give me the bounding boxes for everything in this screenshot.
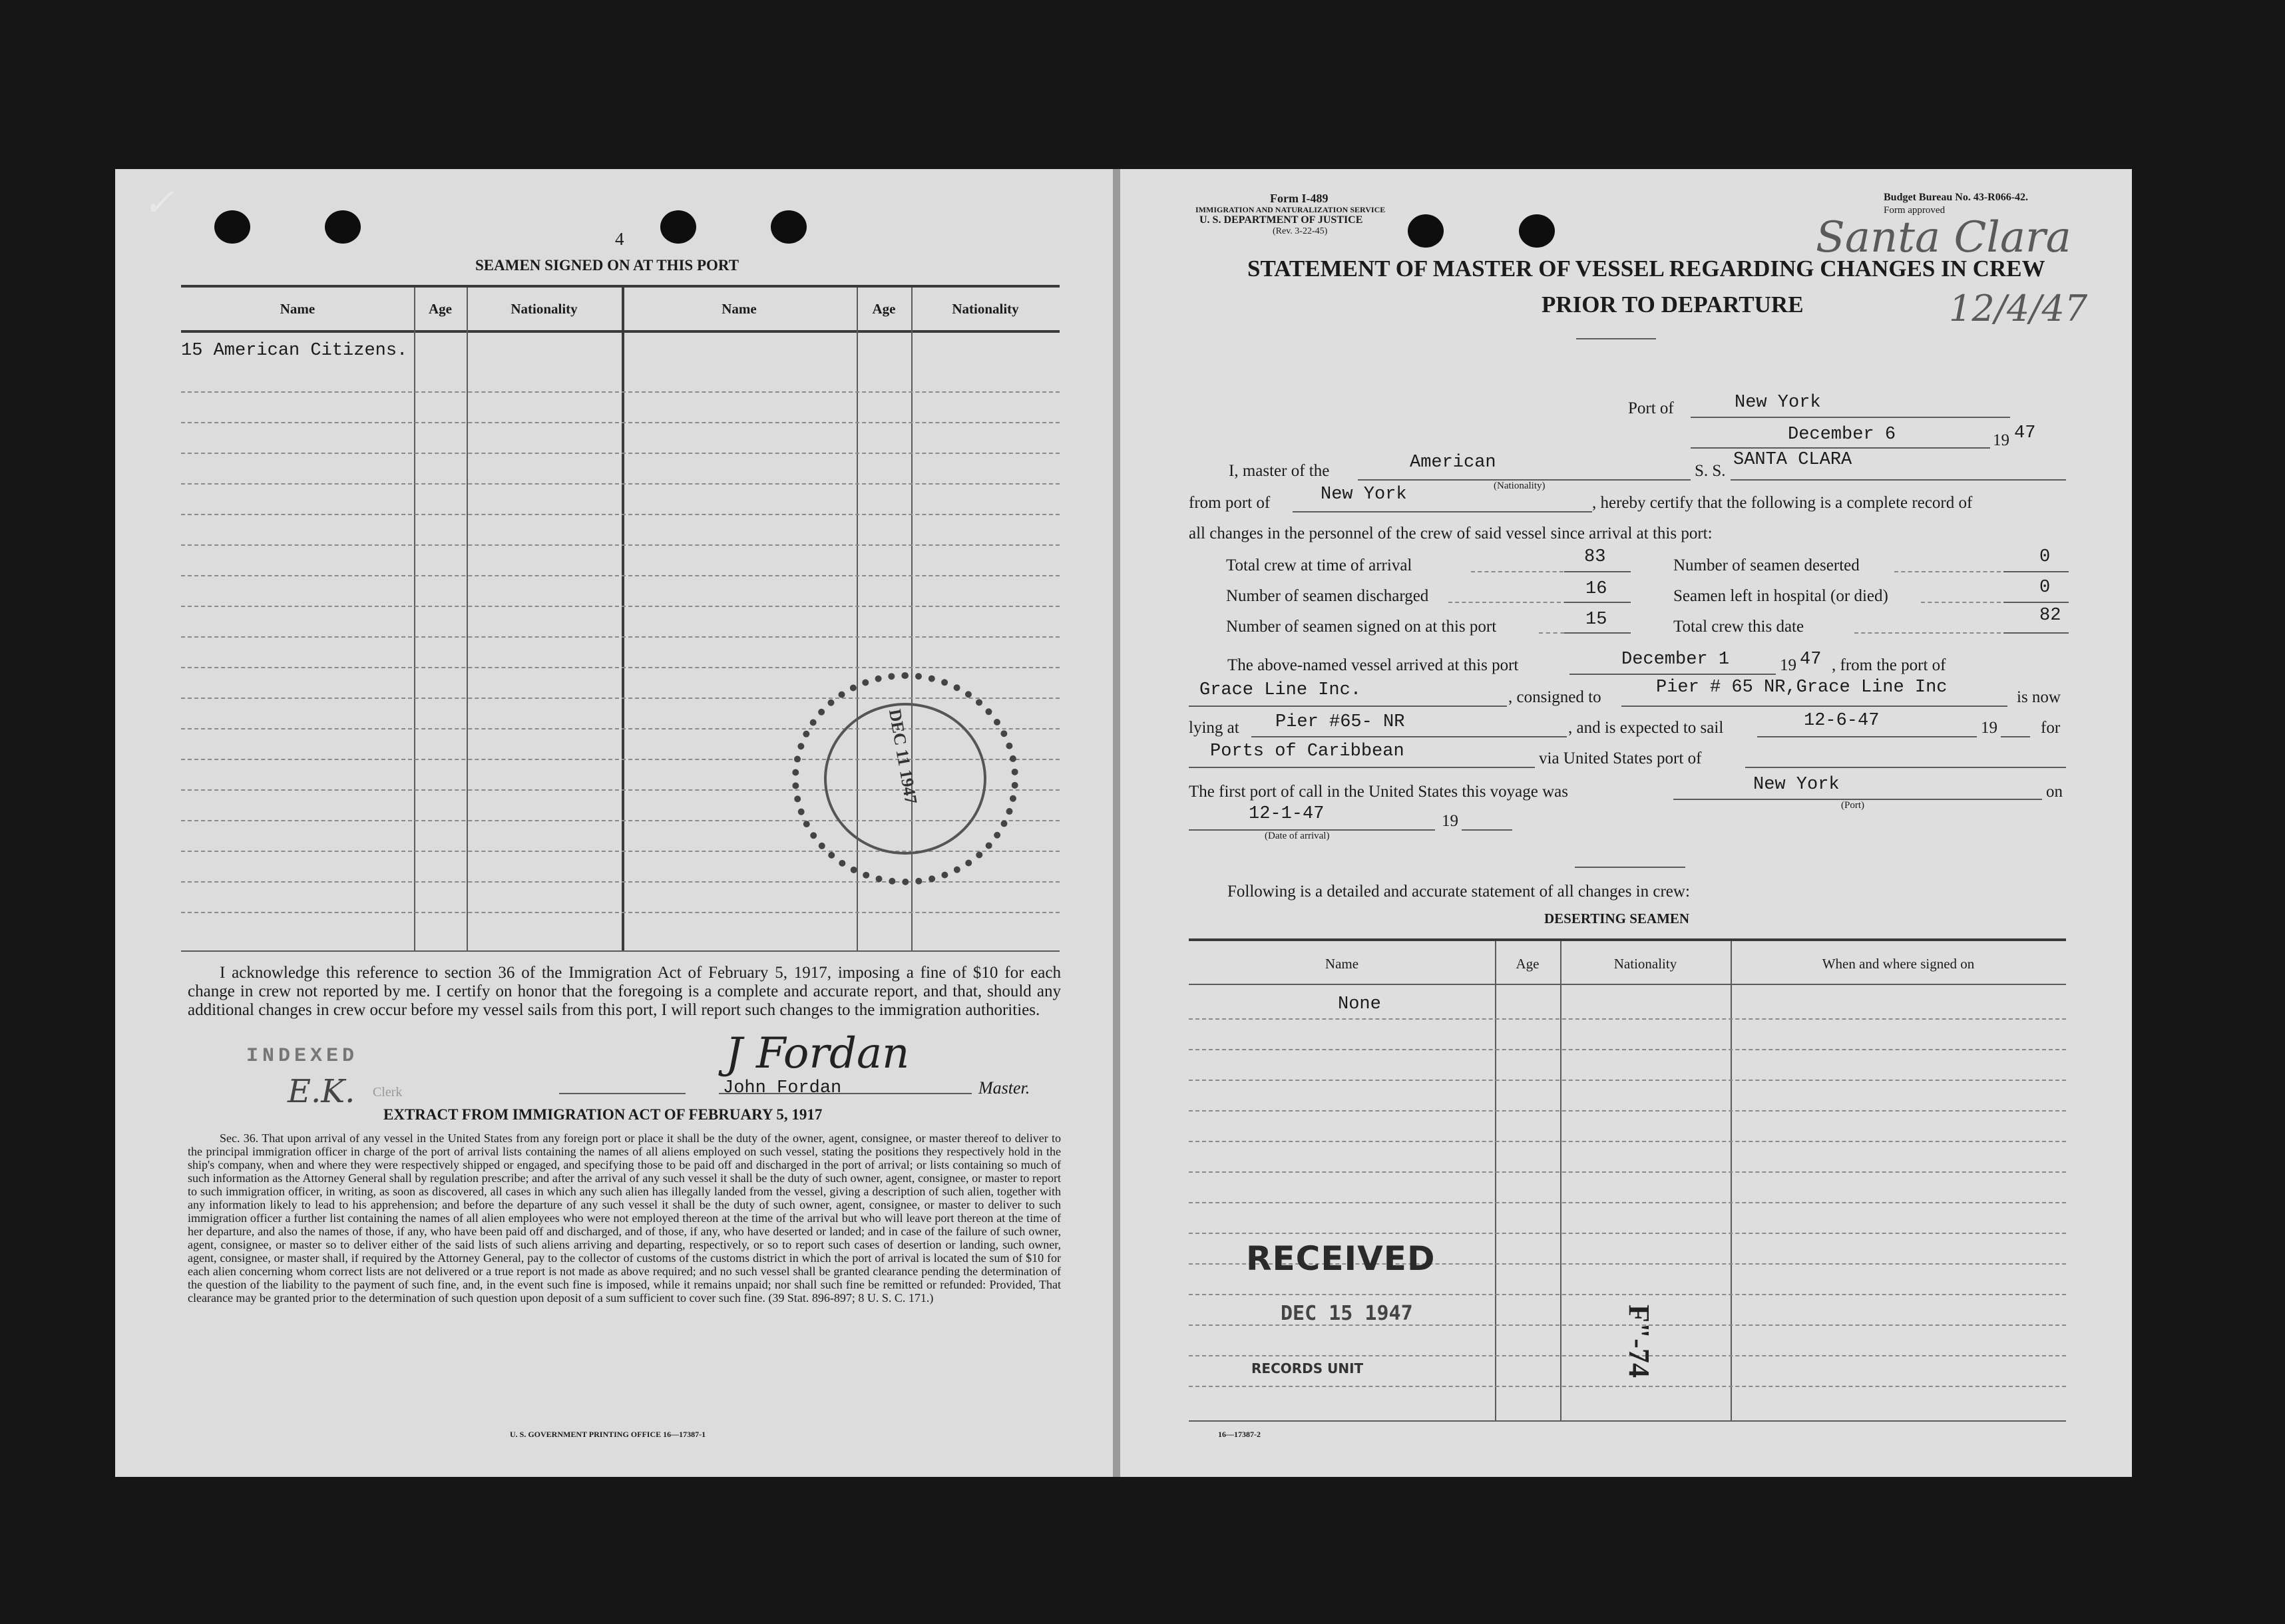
received-stamp: RECEIVED [1246, 1239, 1436, 1278]
deserting-entry: None [1338, 994, 1381, 1014]
field-line [2003, 571, 2069, 572]
sail-date: 12-6-47 [1804, 711, 1880, 731]
check-mark: ✓ [142, 180, 175, 225]
column-header-nationality: Nationality [1613, 956, 1677, 972]
lying-label: lying at [1189, 719, 1239, 737]
total-crew-arrival-label: Total crew at time of arrival [1226, 556, 1412, 574]
discharged-label: Number of seamen discharged [1226, 587, 1429, 605]
certify-text: , hereby certify that the following is a complete record of [1592, 494, 1973, 512]
year-prefix: 19 [1993, 431, 2009, 449]
ship-name: SANTA CLARA [1733, 450, 1852, 470]
leader-dots [1854, 632, 2001, 634]
column-header-nationality: Nationality [511, 301, 578, 317]
field-line [1691, 417, 2010, 418]
column-header-name: Name [1325, 956, 1359, 972]
department-line: U. S. DEPARTMENT OF JUSTICE [1199, 214, 1363, 226]
punch-hole [660, 210, 696, 244]
master-of-label: I, master of the [1229, 462, 1330, 480]
field-line [1462, 829, 1512, 831]
table-row-rule [181, 391, 1060, 393]
signed-on-value: 15 [1585, 610, 1607, 630]
total-crew-date-label: Total crew this date [1673, 618, 1804, 636]
column-divider [1560, 941, 1561, 1420]
field-line [1745, 767, 2066, 768]
table-row-rule [181, 912, 1060, 913]
table-row-rule [181, 544, 1060, 546]
sail-year-prefix: 19 [1981, 719, 1997, 737]
field-line [1691, 447, 1990, 449]
table-row-rule [181, 453, 1060, 454]
for-label: for [2041, 719, 2061, 737]
clerk-initials: E.K. [288, 1073, 355, 1110]
column-header-when-where: When and where signed on [1822, 956, 1975, 972]
table-row-rule [1189, 1202, 2066, 1203]
master-label: Master. [978, 1078, 1030, 1098]
from-port-label: from port of [1189, 494, 1271, 512]
extract-text: Sec. 36. That upon arrival of any vessel in the United States from any foreign port or place it shall be the duty of the owner, agent, consignee, or master thereof to deliver to the principal immigration officer in charge of the port of arrival lists containing the names of all aliens employed on such vessel, stating the positions they respectively hold in the ship's company, when and where they were respectively shipped or engaged, and specifying those to be paid off and discharged in the port of arrival; or lists containing so much of such information as the Attorney General shall by regulation prescribe; and after the arrival of any such vessel it shall be the duty of such owner, agent, consignee, or master to report to such immigration officer, in writing, as soon as discovered, all cases in which any such alien has illegally landed from the vessel, giving a description of such alien, together with any information likely to lead to his apprehension; and before the departure of any such vessel it shall be the duty of such owner, agent, consignee, or master to deliver to such immigration officer a further list containing the names of all alien employees who were not employed thereon at the time of the arrival but who will leave port thereon at the time of her departure, and also the names of those, if any, who have been paid off and discharged, and of those, if any, who have deserted or landed; and in case of the failure of such owner, agent, consignee, or master so to deliver either of the said lists of such aliens arriving and departing, respectively, or so to report such cases of desertion or landing, such owner, agent, consignee, or master shall, if required by the Attorney General, pay to the collector of customs of the customs district in which the port of arrival is located the sum of $10 for each alien concerning whom correct lists are not delivered or a true report is not made as above required; and no such vessel shall be granted clearance pending the determination of the question of the liability to the payment of such fine, and, in the event such fine is imposed, while it remains unpaid; nor shall such fine be remitted or refunded: Provided, That clearance may be granted prior to the determination of such question upon deposit of a sum sufficient to cover such fine. (39 Stat. 896-897; 8 U. S. C. 171.) [188, 1131, 1061, 1305]
column-divider [1731, 941, 1732, 1420]
column-header-nationality: Nationality [952, 301, 1019, 317]
ss-label: S. S. [1695, 462, 1726, 480]
hospital-label: Seamen left in hospital (or died) [1673, 587, 1888, 605]
table-top-rule [181, 285, 1060, 288]
expected-label: , and is expected to sail [1568, 719, 1724, 737]
is-now-label: is now [2017, 688, 2061, 706]
discharged-value: 16 [1585, 579, 1607, 599]
acknowledgment-text: I acknowledge this reference to section 36 of the Immigration Act of February 5, 1917, imposing a fine of $10 for each change in crew not reported by me. I certify on honor that the foregoing is a complete and accurate report, and that, should any additional changes in crew occur before my vessel sails from this port, I will report such changes to the immigration authorities. [188, 964, 1061, 1019]
page-gutter [1113, 169, 1120, 1477]
hospital-value: 0 [2039, 578, 2051, 598]
field-line [1251, 736, 1567, 737]
table-row-rule [1189, 1110, 2066, 1112]
all-changes-text: all changes in the personnel of the crew of said vessel since arrival at this port: [1189, 524, 1713, 542]
form-subtitle: PRIOR TO DEPARTURE [1542, 292, 1804, 317]
leader-dots [1894, 571, 2001, 572]
via-label: via United States port of [1539, 749, 1702, 767]
agency-line: IMMIGRATION AND NATURALIZATION SERVICE [1195, 205, 1386, 214]
leader-dots [1921, 602, 2001, 603]
on-label: on [2046, 783, 2063, 801]
column-header-age: Age [429, 301, 452, 317]
punch-hole [771, 210, 807, 244]
from-port-value: New York [1321, 485, 1407, 505]
table-row-rule [181, 575, 1060, 576]
field-line [1189, 767, 1535, 768]
table-header-rule [181, 330, 1060, 333]
nationality-value: American [1410, 453, 1496, 473]
handwritten-vessel-name: Santa Clara [1816, 213, 2071, 262]
lying-value: Pier #65- NR [1275, 712, 1405, 732]
nationality-caption: (Nationality) [1494, 481, 1546, 491]
from-port-of-label: , from the port of [1832, 656, 1946, 674]
table-row-rule [1189, 1386, 2066, 1387]
destination: Ports of Caribbean [1210, 741, 1404, 761]
handwritten-date: 12/4/47 [1949, 288, 2088, 329]
arrival-date-value: 12-1-47 [1249, 804, 1325, 824]
right-printer-line: 16—17387-2 [1218, 1430, 1261, 1439]
arrived-label: The above-named vessel arrived at this port [1227, 656, 1519, 674]
column-header-age: Age [872, 301, 896, 317]
punch-hole [1519, 214, 1555, 248]
master-signature: J Fordan [726, 1029, 910, 1078]
deserted-value: 0 [2039, 547, 2051, 567]
field-line [2001, 736, 2030, 737]
punch-hole [1408, 214, 1444, 248]
clerk-label: Clerk [373, 1085, 403, 1100]
table-row-rule [1189, 1233, 2066, 1234]
arrived-year-prefix: 19 [1780, 656, 1796, 674]
extract-title: EXTRACT FROM IMMIGRATION ACT OF FEBRUARY 5, 1917 [383, 1106, 823, 1123]
form-number: Form I-489 [1270, 192, 1329, 205]
page-number: 4 [615, 229, 624, 249]
field-line [1564, 632, 1631, 634]
field-line [1621, 706, 2007, 707]
table-row-rule [1189, 1080, 2066, 1081]
date-stamp-text: DEC 11 1947 [885, 708, 921, 806]
punch-hole [325, 210, 361, 244]
table-bottom-rule [1189, 1420, 2066, 1422]
field-line [1757, 736, 1977, 737]
signed-on-label: Number of seamen signed on at this port [1226, 618, 1497, 636]
table-row-rule [181, 606, 1060, 607]
table-bottom-rule [181, 950, 1060, 952]
table-row-rule [181, 667, 1060, 668]
arrived-value: December 1 [1621, 650, 1730, 670]
year-value: 47 [2014, 423, 2036, 443]
field-line [1189, 706, 1507, 707]
first-port-value: New York [1753, 775, 1840, 795]
date-value: December 6 [1788, 425, 1896, 445]
column-divider [1495, 941, 1496, 1420]
left-printer-line: U. S. GOVERNMENT PRINTING OFFICE 16—17387-1 [510, 1430, 706, 1439]
form-approved-line: Form approved [1884, 205, 1946, 216]
table-header-rule [1189, 984, 2066, 985]
signature-line [559, 1093, 686, 1094]
table-row-rule [1189, 1294, 2066, 1295]
following-text: Following is a detailed and accurate statement of all changes in crew: [1227, 883, 1690, 901]
field-line [1293, 511, 1592, 512]
total-crew-arrival-value: 83 [1584, 547, 1606, 567]
master-name: John Fordan [723, 1078, 842, 1098]
field-line [1564, 602, 1631, 603]
field-line [1564, 571, 1631, 572]
seamen-entry: 15 American Citizens. [181, 341, 408, 361]
table-row-rule [181, 514, 1060, 515]
table-row-rule [181, 636, 1060, 638]
table-row-rule [1189, 1018, 2066, 1020]
from-company: Grace Line Inc. [1199, 680, 1362, 700]
first-port-label: The first port of call in the United States this voyage was [1189, 783, 1569, 801]
port-caption: (Port) [1841, 800, 1864, 811]
records-unit: RECORDS UNIT [1251, 1360, 1364, 1376]
deserting-title: DESERTING SEAMEN [1544, 911, 1690, 926]
column-header-name: Name [722, 301, 757, 317]
arrived-year: 47 [1800, 650, 1822, 670]
field-line [2003, 602, 2069, 603]
revision-line: (Rev. 3-22-45) [1273, 226, 1328, 236]
arrival-date-caption: (Date of arrival) [1265, 831, 1330, 841]
table-row-rule [1189, 1171, 2066, 1173]
field-line [1569, 674, 1776, 675]
table-row-rule [181, 422, 1060, 423]
consigned-label: , consigned to [1508, 688, 1601, 706]
field-line [2003, 632, 2069, 634]
budget-bureau-line: Budget Bureau No. 43-R066-42. [1884, 192, 2029, 203]
table-row-rule [181, 483, 1060, 485]
section-rule [1575, 867, 1685, 868]
deserted-label: Number of seamen deserted [1673, 556, 1860, 574]
total-crew-date-value: 82 [2039, 606, 2061, 626]
table-row-rule [1189, 1049, 2066, 1050]
column-header-name: Name [280, 301, 315, 317]
column-header-age: Age [1516, 956, 1540, 972]
table-row-rule [1189, 1141, 2066, 1142]
port-of-label: Port of [1628, 399, 1674, 417]
received-date: DEC 15 1947 [1281, 1302, 1413, 1325]
field-line [1731, 479, 2066, 481]
consigned-value: Pier # 65 NR,Grace Line Inc [1656, 678, 1948, 698]
indexed-stamp: INDEXED [246, 1045, 359, 1068]
table-top-rule [1189, 938, 2066, 941]
port-of-value: New York [1735, 393, 1821, 413]
title-rule [1576, 338, 1656, 339]
left-page-title: SEAMEN SIGNED ON AT THIS PORT [475, 257, 739, 274]
form-title: STATEMENT OF MASTER OF VESSEL REGARDING CHANGES IN CREW [1247, 256, 2045, 282]
punch-hole [214, 210, 250, 244]
margin-mark: F"-74 [1623, 1305, 1655, 1378]
arrival-year-prefix: 19 [1442, 812, 1458, 830]
